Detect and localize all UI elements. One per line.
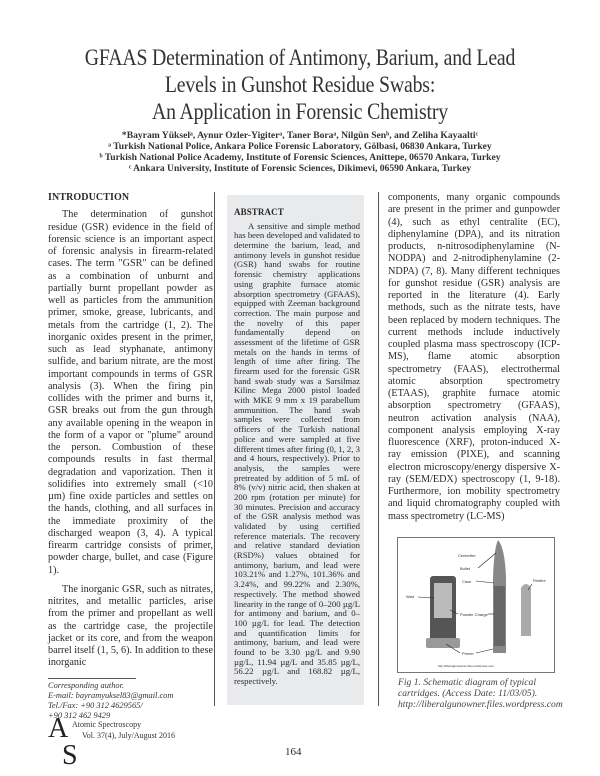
journal-name: Atomic Spectroscopy <box>72 720 142 729</box>
journal-issue: Vol. 37(4), July/August 2016 <box>82 731 175 740</box>
label-bullet: Bullet <box>460 565 471 571</box>
abstract-text: A sensitive and simple method has been developed and validated to determine the barium, lead, and antimony levels in gunshot residue (GSR) hand swabs for routine forensic chemistry applications using graphite furnace atomic absorption spectrometry (GFAAS), equipped with Zeeman background correction. The main purpose and the novelty of this paper fundamentally depend on assessment of the lifetime of GSR metals on the hands in terms of length of time after firing. The firearm used for the forensic GSR hand swab study was a Sarsilmaz Kilinc Mega 2000 pistol loaded with MKE 9 mm x 19 parabellum ammunition. The hand swab samples were collected from officers of the Turkish national police and were sampled at five different times after firing (0, 1, 2, 3 and 4 hours, respectively). Prior to analysis, the samples were pretreated by addition of 5 mL of 8% (v/v) nitric acid, then shaken at 200 rpm (rotation per minute) for 30 minutes. Precision and accuracy of the GSR analysis method was validated by using certified reference materials. The recovery and relative standard deviation (RSD%) values obtained for antimony, barium, and lead were 103.21% and 1.27%, 101.36% and 3.24%, and 99.22% and 2.30%, respectively. The method showed linearity in the range of 0–200 µg/L for antimony and barium, and 0–100 µg/L for lead. The detection and quantification limits for antimony, barium, and lead were found to be 3.30 µg/L and 9.90 µg/L, 11.94 µg/L and 35.85 µg/L, 56.22 µg/L and 168.82 µg/L, respectively. <box>234 220 360 686</box>
footnote-block <box>48 670 213 721</box>
affiliation: ᵇ Turkish National Police Academy, Institute of Forensic Sciences, Anittepe, 06570 Ankara, Turkey <box>99 152 501 163</box>
column-divider <box>378 192 379 706</box>
label-rimfire: Rimfire <box>533 577 546 583</box>
page-number: 164 <box>285 746 302 758</box>
title-line: An Application in Forensic Chemistry <box>151 99 448 124</box>
figure-caption: Fig 1. Schematic diagram of typical cartridges. (Access Date: 11/03/05). http://liberalgunowner.files.wordpress.com <box>398 676 563 711</box>
affiliation: ᶜ Ankara University, Institute of Forensic Sciences, Dikimevi, 06590 Ankara, Turkey <box>128 163 472 174</box>
title-line: GFAAS Determination of Antimony, Barium, and Lead <box>84 45 516 70</box>
abstract-heading: ABSTRACT <box>234 207 284 217</box>
shell-base <box>426 638 460 648</box>
label-centerfire: Centerfire <box>458 552 476 558</box>
article-title <box>42 44 558 125</box>
introduction-heading: INTRODUCTION <box>48 192 130 203</box>
cartridge-figure <box>397 537 555 673</box>
powder-shape <box>494 586 505 646</box>
footnote-tel: +90 312 462 9429 <box>48 710 111 720</box>
column-divider <box>214 192 215 706</box>
author-list: *Bayram Yükselᵃ, Aynur Ozler-Yigiterᵃ, Taner Boraᵃ, Nilgün Senᵇ, and Zeliha Kayaaltiᶜ <box>121 130 479 141</box>
wad-shape <box>434 583 452 618</box>
paragraph: The inorganic GSR, such as nitrates, nitrites, and metallic particles, arise from the primer and propellant as well as the cartridge case, the projectile jacket or its core, and from the weapon barrel itself (1, 5, 6). In addition to these inorganic <box>48 583 213 669</box>
journal-logo-s: S <box>62 740 78 771</box>
label-case: Case <box>462 578 472 584</box>
paragraph: The determination of gunshot residue (GSR) evidence in the field of forensic science is an important aspect of forensic analysis in firearm-related cases. The term "GSR" can be defined as a combination of unburnt and partially burnt propellant powder as well as particles from the ammunition primer, smoke, grease, lubricants, and metals from the cartridge (1, 2). The inorganic oxides present in the primer, such as lead styphanate, antimony sulfide, and barium nitrate, are the most important compounds in terms of GSR analysis (3). When the firing pin collides with the primer and burns it, GSR breaks out from the gun through any available opening in the weapon in the form of a vapor or "plume" around the person. Combustion of these compounds results in fast thermal degradation and vaporization. Then it solidifies into extremely small (<10 µm) fine oxide particles and settles on the hands, clothing, and all surfaces in the immediate proximity of the discharged weapon (3, 4). A typical firearm cartridge consists of primer, powder charge, bullet, and case (Figure 1). <box>48 209 213 576</box>
journal-logo-a: A <box>48 713 69 744</box>
author-block <box>0 130 600 174</box>
rimfire-cartridge <box>521 584 531 636</box>
figure-source: http://liberalgunowner.files.wordpress.com <box>438 663 494 668</box>
abstract <box>234 208 360 687</box>
label-primer: Primer <box>462 650 474 656</box>
corresponding-author-footnote <box>48 681 213 721</box>
title-line: Levels in Gunshot Residue Swabs: <box>164 72 436 97</box>
label-powder: Powder Charge <box>460 611 488 617</box>
footnote-label: Corresponding author. <box>48 680 125 690</box>
cartridge-diagram <box>398 538 554 672</box>
footnote-divider <box>48 678 136 679</box>
paragraph: components, many organic compounds are present in the primer and gunpowder (4), such as ethyl centralite (EC), diphenylamine (DPA), and its nitration products, n-nitrosodiphenylamine (N-NODPA) and 2-nitrodiphenylamine (2-NDPA) (7, 8). Many different techniques for gunshot residue (GSR) analysis are reported in the literature (4). Early methods, such as the nitrate tests, have been replaced by modern techniques. The current methods include inductively coupled plasma mass spectroscopy (ICP-MS), flame atomic absorption spectrometry (FAAS), electrothermal atomic absorption spectrometry (ETAAS), graphite furnace atomic absorption spectrometry (GFAAS), neutron activation analysis (NAA), component analysis employing X-ray fluorescence (XRF), proton-induced X-ray emission (PIXE), and scanning electron microscopy/energy dispersive X-ray (SEM/EDX) spectroscopy (1, 9-18). Furthermore, ion mobility spectrometry and liquid chromatography coupled with mass spectrometry (LC-MS) <box>388 192 560 522</box>
right-column <box>388 192 563 711</box>
footnote-email: E-mail: bayramyuksel83@gmail.com <box>48 690 174 700</box>
affiliation: ᵃ Turkish National Police, Ankara Police Forensic Laboratory, Gölbasi, 06830 Ankara, Turkey <box>108 141 492 152</box>
introduction-column <box>48 192 213 721</box>
footnote-tel: Tel./Fax: +90 312 4629565/ <box>48 700 143 710</box>
label-wad: Wad <box>406 593 415 599</box>
